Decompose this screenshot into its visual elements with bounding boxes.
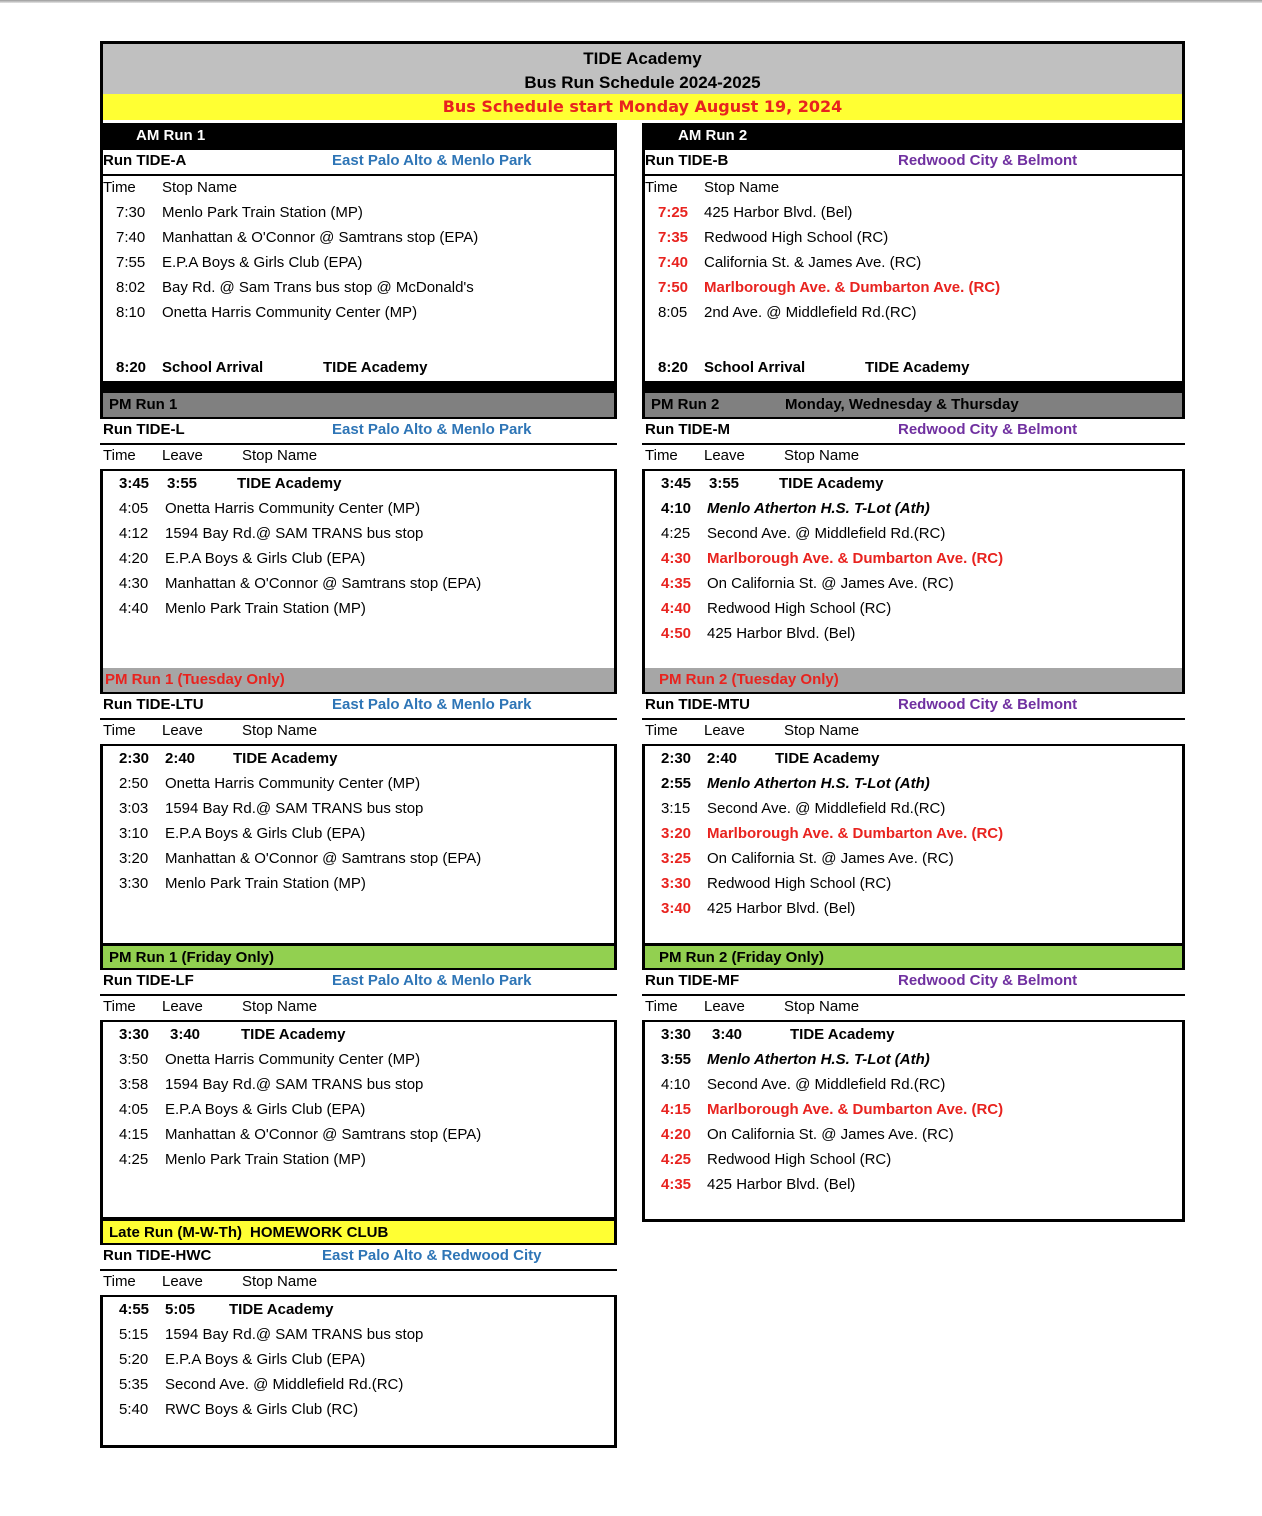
homework-club-label: HOMEWORK CLUB <box>250 1224 389 1241</box>
route-row <box>642 417 1185 445</box>
route-area: East Palo Alto & Redwood City <box>322 1247 542 1264</box>
pm-run-1-header: PM Run 1 <box>100 393 617 417</box>
route-id: Run TIDE-MF <box>645 972 740 989</box>
route-id: Run TIDE-L <box>103 421 185 438</box>
departure-row: 3:45 3:55 TIDE Academy <box>119 475 342 492</box>
stop-row: 3:58 1594 Bay Rd.@ SAM TRANS bus stop <box>119 1076 424 1093</box>
top-edge <box>0 0 1262 3</box>
col-stop-name: Stop Name <box>704 179 780 196</box>
stop-row: 4:25 Second Ave. @ Middlefield Rd.(RC) <box>661 525 946 542</box>
am-run-2-header: AM Run 2 <box>642 123 1185 148</box>
stop-list <box>100 1022 617 1220</box>
column-header-row <box>100 176 617 200</box>
stop-row: 4:20 E.P.A Boys & Girls Club (EPA) <box>119 550 366 567</box>
stop-row: 3:03 1594 Bay Rd.@ SAM TRANS bus stop <box>119 800 424 817</box>
departure-row: 3:30 3:40 TIDE Academy <box>661 1026 895 1043</box>
stop-row: 8:05 2nd Ave. @ Middlefield Rd.(RC) <box>658 304 917 321</box>
stop-row: 4:25 Menlo Park Train Station (MP) <box>119 1151 366 1168</box>
stop-row: 7:40 California St. & James Ave. (RC) <box>658 254 922 271</box>
stop-row: 4:15 Manhattan & O'Connor @ Samtrans stop (EPA) <box>119 1126 482 1143</box>
stop-row: 7:50 Marlborough Ave. & Dumbarton Ave. (RC) <box>658 279 1001 296</box>
stop-row: 3:30 Redwood High School (RC) <box>661 875 892 892</box>
column-header-row: Time Leave Stop Name <box>100 445 617 471</box>
stop-row: 4:10 Menlo Atherton H.S. T-Lot (Ath) <box>661 500 930 517</box>
stop-list <box>642 471 1185 671</box>
stop-row: 4:25 Redwood High School (RC) <box>661 1151 892 1168</box>
stop-row: 5:40 RWC Boys & Girls Club (RC) <box>119 1401 359 1418</box>
section-divider <box>642 381 1185 393</box>
route-row <box>100 417 617 445</box>
pm-run-2-tuesday <box>642 668 1185 946</box>
route-area: East Palo Alto & Menlo Park <box>332 421 532 438</box>
route-area: East Palo Alto & Menlo Park <box>332 696 532 713</box>
am-run-1-route-row <box>100 148 617 176</box>
am-run-2-route-row <box>642 148 1185 176</box>
column-header-row: Time Leave Stop Name <box>100 1271 617 1297</box>
column-header-row <box>642 176 1185 200</box>
route-id: Run TIDE-A <box>103 152 187 169</box>
route-row <box>100 692 617 720</box>
departure-row: 3:30 3:40 TIDE Academy <box>119 1026 346 1043</box>
pm-run-2 <box>642 393 1185 671</box>
stop-row: 4:40 Menlo Park Train Station (MP) <box>119 600 366 617</box>
stop-row: 7:35 Redwood High School (RC) <box>658 229 889 246</box>
pm-run-1-tuesday <box>100 668 617 946</box>
stop-list <box>100 200 617 325</box>
pm-run-2-header: PM Run 2 Monday, Wednesday & Thursday <box>642 393 1185 417</box>
pm-run-1-friday <box>100 944 617 1220</box>
route-area: East Palo Alto & Menlo Park <box>332 152 532 169</box>
stop-list <box>100 746 617 946</box>
stop-row: 3:20 Marlborough Ave. & Dumbarton Ave. (RC) <box>661 825 1004 842</box>
stop-row: 3:15 Second Ave. @ Middlefield Rd.(RC) <box>661 800 946 817</box>
stop-row: 8:10 Onetta Harris Community Center (MP) <box>116 304 418 321</box>
stop-row: 4:20 On California St. @ James Ave. (RC) <box>661 1126 954 1143</box>
stop-row: 7:25 425 Harbor Blvd. (Bel) <box>658 204 853 221</box>
am-run-2 <box>642 123 1185 380</box>
stop-row: 3:40 425 Harbor Blvd. (Bel) <box>661 900 856 917</box>
col-time: Time <box>103 179 136 196</box>
stop-row: 7:55 E.P.A Boys & Girls Club (EPA) <box>116 254 363 271</box>
stop-row: 3:10 E.P.A Boys & Girls Club (EPA) <box>119 825 366 842</box>
school-name: TIDE Academy <box>583 49 702 68</box>
stop-row: 5:15 1594 Bay Rd.@ SAM TRANS bus stop <box>119 1326 424 1343</box>
stop-row: 4:40 Redwood High School (RC) <box>661 600 892 617</box>
stop-row: 7:30 Menlo Park Train Station (MP) <box>116 204 363 221</box>
section-header: PM Run 2 (Tuesday Only) <box>642 668 1185 692</box>
stop-list <box>100 1297 617 1448</box>
stop-row: 3:55 Menlo Atherton H.S. T-Lot (Ath) <box>661 1051 930 1068</box>
section-header: PM Run 1 (Tuesday Only) <box>100 668 617 692</box>
school-arrival-row: 8:20 School Arrival TIDE Academy <box>116 359 428 376</box>
start-date-banner: Bus Schedule start Monday August 19, 2024 <box>103 94 1182 120</box>
column-header-row: Time Leave Stop Name <box>100 720 617 746</box>
stop-row: 4:05 E.P.A Boys & Girls Club (EPA) <box>119 1101 366 1118</box>
route-area: Redwood City & Belmont <box>898 696 1078 713</box>
stop-row: 4:05 Onetta Harris Community Center (MP) <box>119 500 421 517</box>
departure-row: 4:55 5:05 TIDE Academy <box>119 1301 334 1318</box>
school-arrival-row: 8:20 School Arrival TIDE Academy <box>658 359 970 376</box>
stop-row: 4:10 Second Ave. @ Middlefield Rd.(RC) <box>661 1076 946 1093</box>
stop-list <box>642 746 1185 946</box>
route-area: Redwood City & Belmont <box>898 152 1078 169</box>
am-run-1-header: AM Run 1 <box>100 123 617 148</box>
stop-row: 3:50 Onetta Harris Community Center (MP) <box>119 1051 421 1068</box>
route-row <box>642 692 1185 720</box>
stop-row: 2:55 Menlo Atherton H.S. T-Lot (Ath) <box>661 775 930 792</box>
stop-row: 2:50 Onetta Harris Community Center (MP) <box>119 775 421 792</box>
route-area: East Palo Alto & Menlo Park <box>332 972 532 989</box>
stop-list <box>642 200 1185 325</box>
route-row <box>100 1243 617 1271</box>
stop-row: 4:35 On California St. @ James Ave. (RC) <box>661 575 954 592</box>
departure-row: 3:45 3:55 TIDE Academy <box>661 475 884 492</box>
stop-row: 8:02 Bay Rd. @ Sam Trans bus stop @ McDonald's <box>116 279 474 296</box>
stop-row: 4:30 Marlborough Ave. & Dumbarton Ave. (RC) <box>661 550 1004 567</box>
schedule-title-box <box>100 41 1185 123</box>
stop-row: 3:25 On California St. @ James Ave. (RC) <box>661 850 954 867</box>
stop-row: 4:15 Marlborough Ave. & Dumbarton Ave. (RC) <box>661 1101 1004 1118</box>
section-header: Late Run (M-W-Th) HOMEWORK CLUB <box>100 1219 617 1243</box>
departure-row: 2:30 2:40 TIDE Academy <box>119 750 338 767</box>
column-header-row: Time Leave Stop Name <box>642 720 1185 746</box>
route-id: Run TIDE-LTU <box>103 696 204 713</box>
pm-run-2-friday <box>642 944 1185 1222</box>
route-id: Run TIDE-MTU <box>645 696 750 713</box>
column-header-row: Time Leave Stop Name <box>642 445 1185 471</box>
route-id: Run TIDE-M <box>645 421 730 438</box>
column-header-row: Time Leave Stop Name <box>642 996 1185 1022</box>
am-run-1 <box>100 123 617 380</box>
column-header-row: Time Leave Stop Name <box>100 996 617 1022</box>
route-id: Run TIDE-LF <box>103 972 194 989</box>
route-row <box>100 968 617 996</box>
col-stop-name: Stop Name <box>162 179 238 196</box>
stop-row: 5:35 Second Ave. @ Middlefield Rd.(RC) <box>119 1376 404 1393</box>
stop-list <box>100 471 617 671</box>
route-id: Run TIDE-B <box>645 152 729 169</box>
stop-row: 7:40 Manhattan & O'Connor @ Samtrans stop (EPA) <box>116 229 479 246</box>
late-run-homework-club <box>100 1219 617 1448</box>
section-divider <box>100 381 617 393</box>
route-area: Redwood City & Belmont <box>898 972 1078 989</box>
stop-row: 4:50 425 Harbor Blvd. (Bel) <box>661 625 856 642</box>
section-header: PM Run 2 (Friday Only) <box>642 944 1185 968</box>
stop-row: 4:30 Manhattan & O'Connor @ Samtrans stop (EPA) <box>119 575 482 592</box>
stop-list <box>642 1022 1185 1222</box>
pm-run-2-days: Monday, Wednesday & Thursday <box>785 396 1019 413</box>
stop-row: 4:35 425 Harbor Blvd. (Bel) <box>661 1176 856 1193</box>
title-banner <box>103 44 1182 94</box>
departure-row: 2:30 2:40 TIDE Academy <box>661 750 880 767</box>
route-row <box>642 968 1185 996</box>
stop-row: 5:20 E.P.A Boys & Girls Club (EPA) <box>119 1351 366 1368</box>
pm-run-1 <box>100 393 617 671</box>
col-time: Time <box>645 179 678 196</box>
route-id: Run TIDE-HWC <box>103 1247 212 1264</box>
section-header: PM Run 1 (Friday Only) <box>100 944 617 968</box>
stop-row: 3:20 Manhattan & O'Connor @ Samtrans stop (EPA) <box>119 850 482 867</box>
route-area: Redwood City & Belmont <box>898 421 1078 438</box>
schedule-subtitle: Bus Run Schedule 2024-2025 <box>524 73 761 92</box>
stop-row: 4:12 1594 Bay Rd.@ SAM TRANS bus stop <box>119 525 424 542</box>
stop-row: 3:30 Menlo Park Train Station (MP) <box>119 875 366 892</box>
